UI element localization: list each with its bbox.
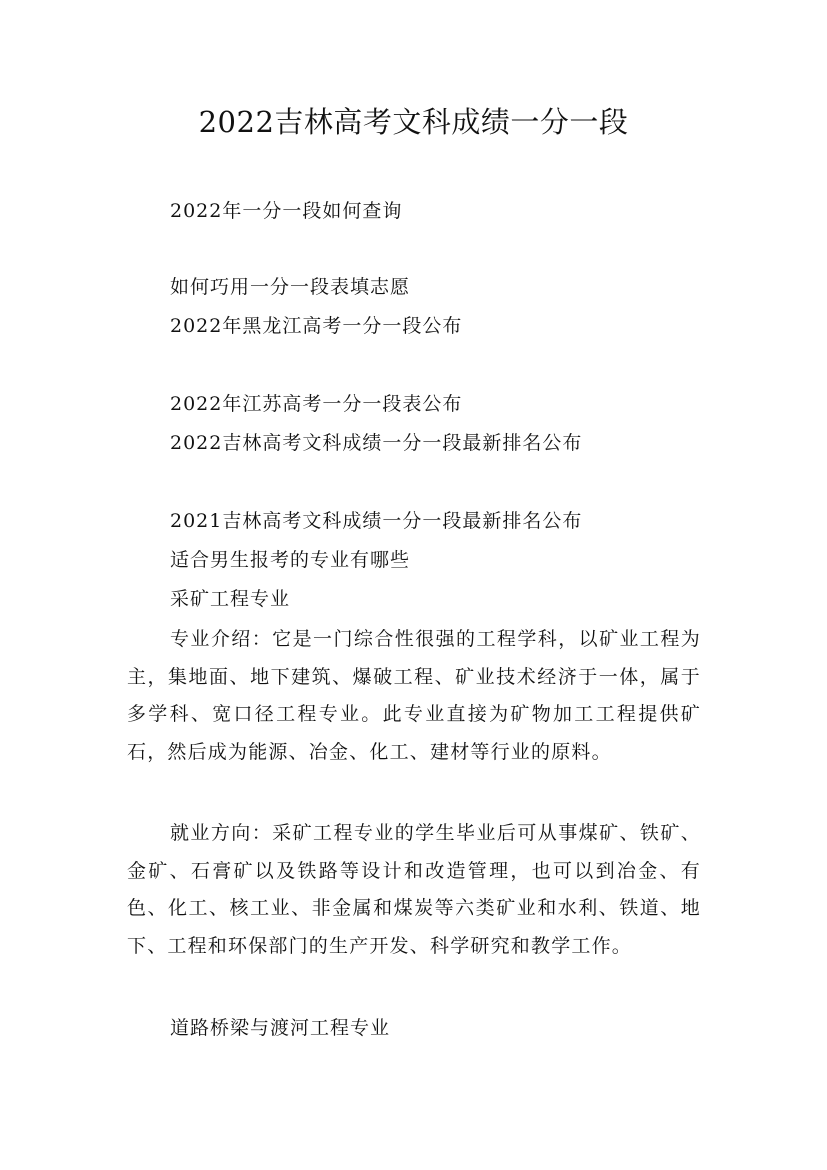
text-line: 适合男生报考的专业有哪些 xyxy=(170,549,411,571)
text-line: 2022年一分一段如何查询 xyxy=(170,200,403,222)
paragraph-intro: 专业介绍：它是一门综合性很强的工程学科，以矿业工程为主，集地面、地下建筑、爆破工程、矿业技术经济于一体，属于多学科、宽口径工程专业。此专业直接为矿物加工工程提供矿石，然后成为能源、冶金、化工、建材等行业的原料。 xyxy=(127,628,701,763)
text-line: 2022吉林高考文科成绩一分一段最新排名公布 xyxy=(170,432,583,454)
text-line: 如何巧用一分一段表填志愿 xyxy=(170,276,411,298)
text-line: 道路桥梁与渡河工程专业 xyxy=(170,1017,391,1039)
paragraph-career: 就业方向：采矿工程专业的学生毕业后可从事煤矿、铁矿、金矿、石膏矿以及铁路等设计和改造管理，也可以到冶金、有色、化工、核工业、非金属和煤炭等六类矿业和水利、铁道、地下、工程和环保部门的生产开发、科学研究和教学工作。 xyxy=(127,822,701,957)
text-line: 采矿工程专业 xyxy=(170,588,291,610)
text-line: 2022年江苏高考一分一段表公布 xyxy=(170,393,463,415)
document-title: 2022吉林高考文科成绩一分一段 xyxy=(198,105,629,139)
text-line: 2021吉林高考文科成绩一分一段最新排名公布 xyxy=(170,510,583,532)
text-line: 2022年黑龙江高考一分一段公布 xyxy=(170,315,463,337)
